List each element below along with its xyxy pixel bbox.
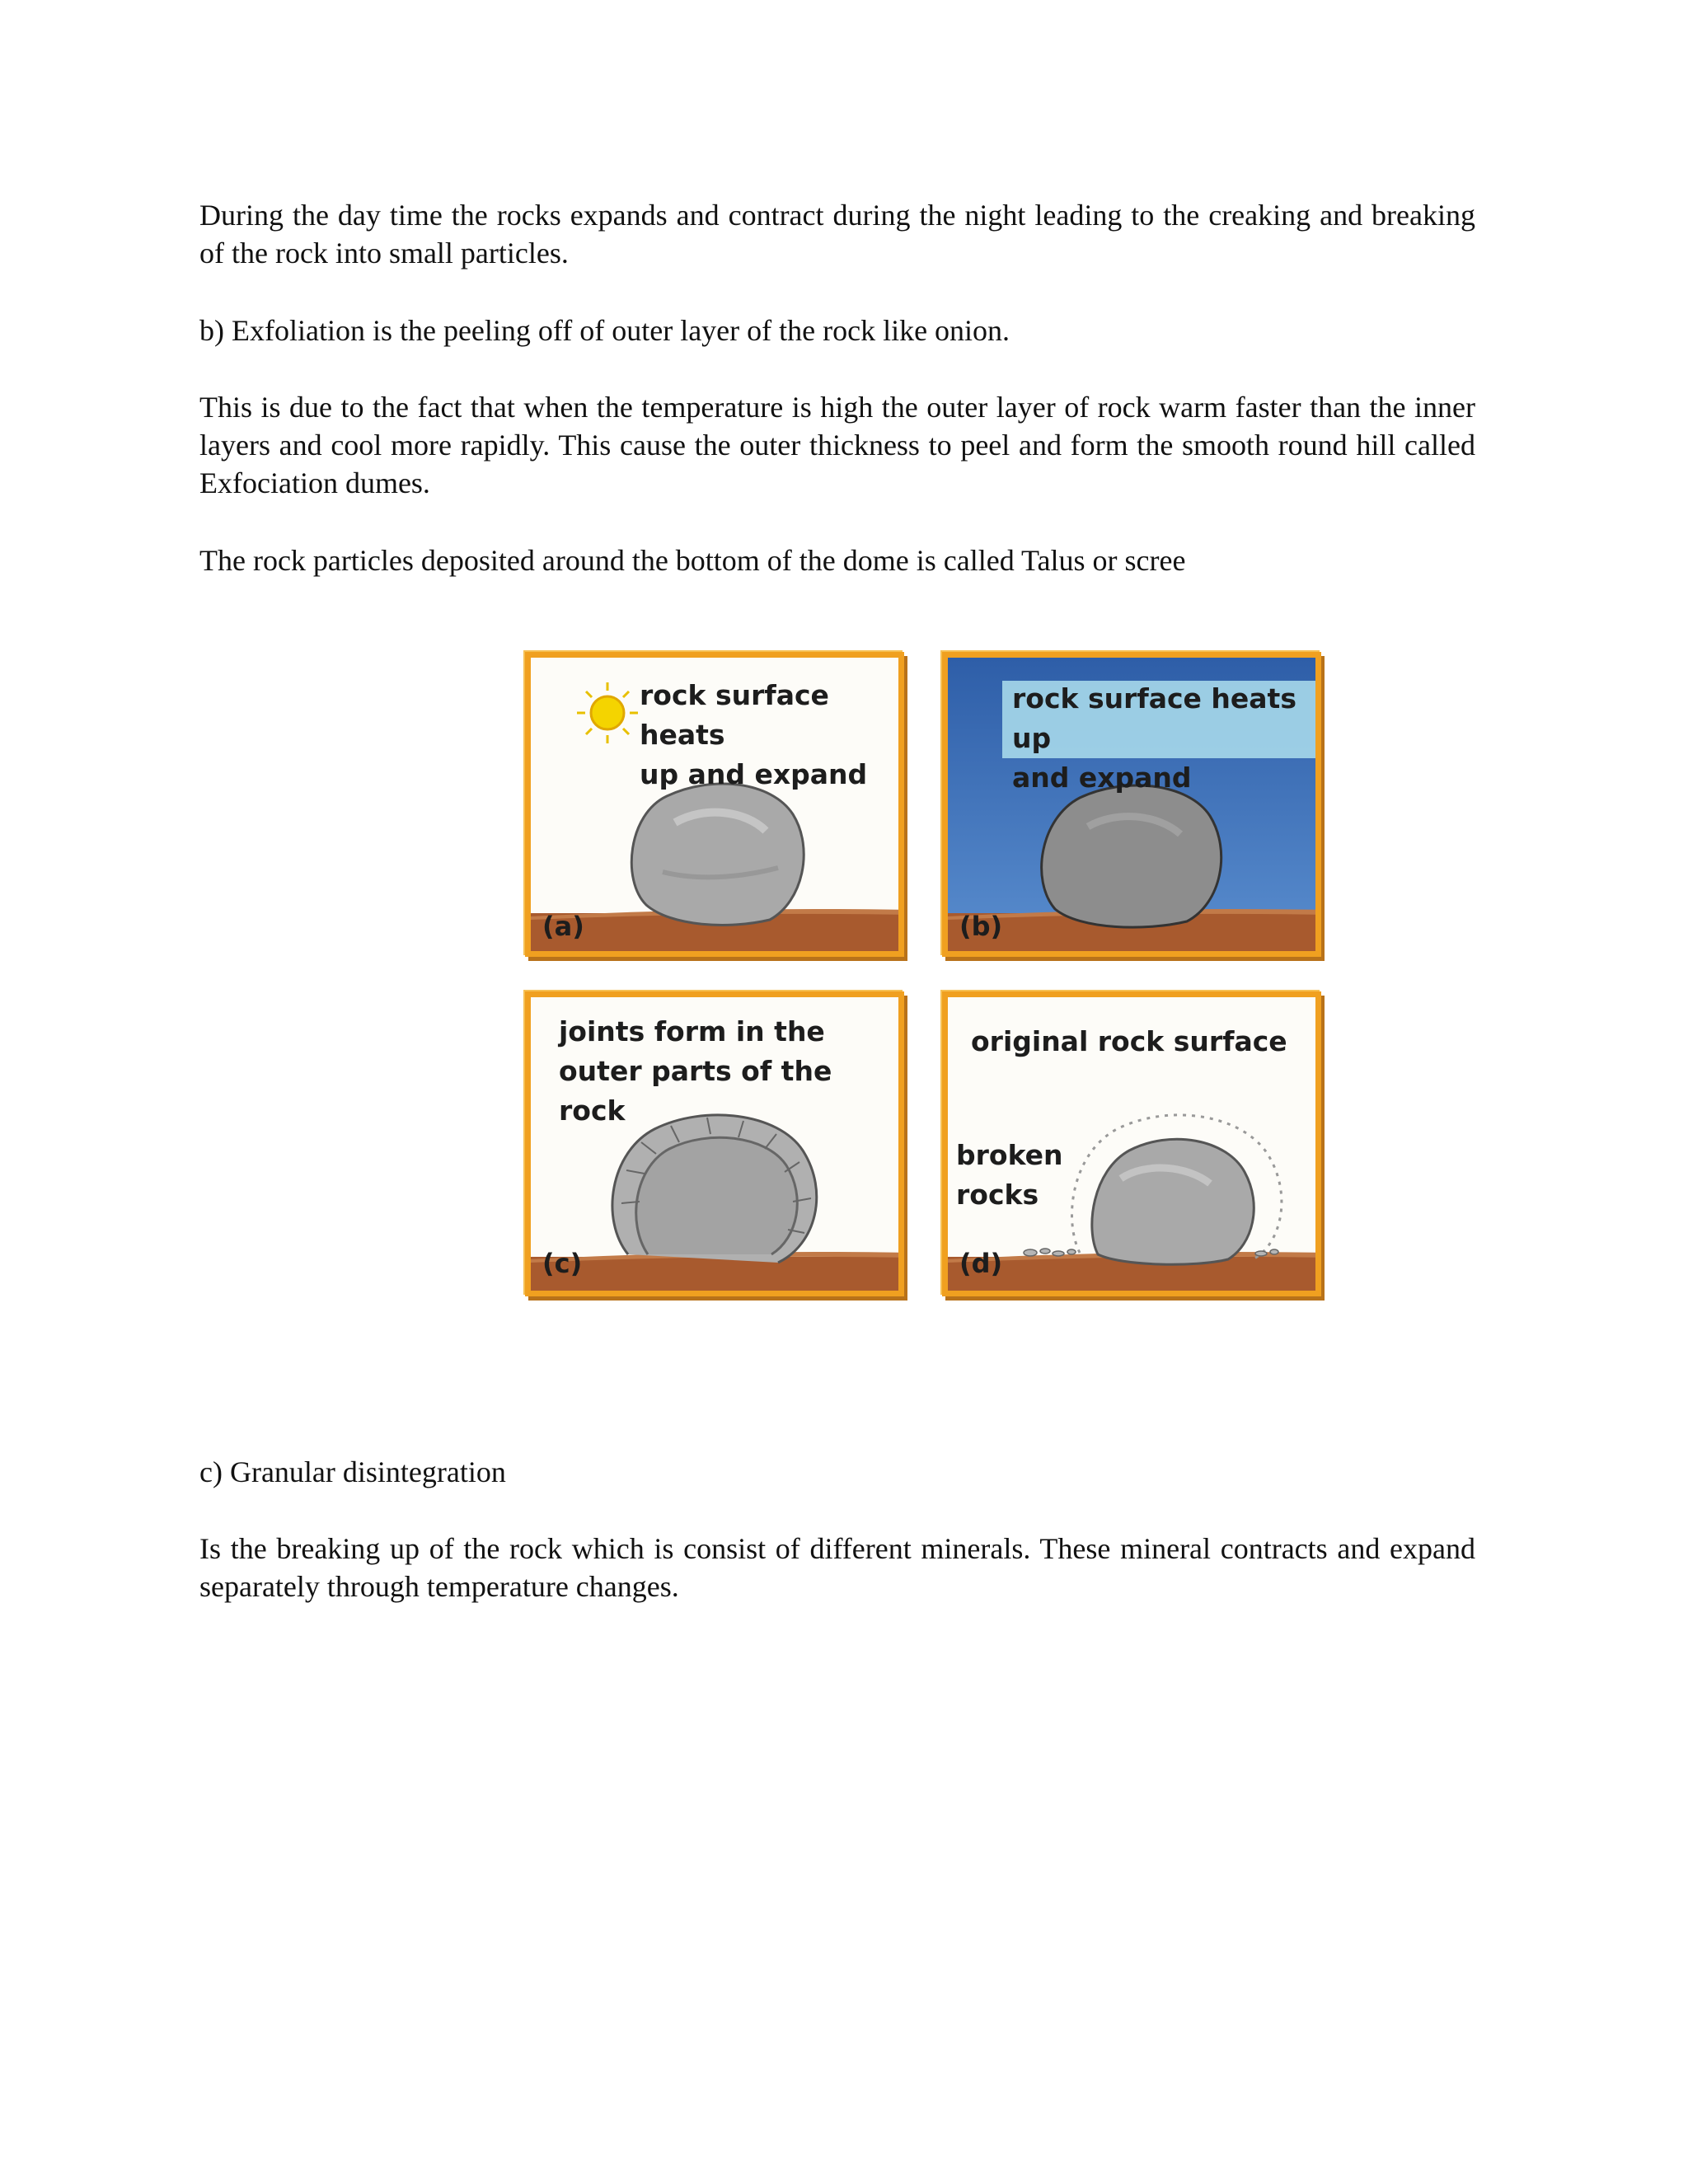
paragraph-diurnal-expansion — [199, 196, 1475, 272]
paragraph-exfoliation-heading — [199, 312, 1475, 349]
paragraph-granular-explanation — [199, 1530, 1475, 1605]
panel-d-letter: (d) — [959, 1248, 1003, 1279]
panel-a-letter: (a) — [542, 911, 584, 942]
paragraph-text: During the day time the rocks expands and contract during the night leading to the creaking and breaking of the rock into small particles. — [199, 199, 1475, 269]
exfoliation-figure — [495, 622, 1352, 1319]
panel-d-caption: original rock surface — [971, 1025, 1287, 1057]
rock-illustration — [1042, 785, 1221, 927]
paragraph-text: c) Granular disintegration — [199, 1455, 506, 1488]
panel-c-caption: joints form in the outer parts of the rock — [559, 1015, 832, 1127]
panel-b-letter: (b) — [959, 911, 1003, 942]
paragraph-text: This is due to the fact that when the temperature is high the outer layer of rock warm faster than the inner layers and cool more rapidly. This cause the outer thickness to peel and form the smooth round hill called Exfociation dumes. — [199, 391, 1475, 499]
panel-d-broken-rocks-label: broken rocks — [956, 1139, 1063, 1211]
panel-a-caption: rock surface heats up and expand — [640, 679, 868, 790]
paragraph-granular-heading — [199, 1453, 1475, 1491]
panel-b-caption: rock surface heats up and expand — [1012, 682, 1296, 794]
panel-d — [942, 991, 1321, 1296]
panel-c-letter: (c) — [542, 1248, 583, 1279]
paragraph-exfoliation-explanation — [199, 388, 1475, 502]
jointed-rock-illustration — [612, 1115, 817, 1263]
paragraph-talus — [199, 541, 1475, 579]
rock-illustration — [631, 784, 804, 925]
paragraph-text: The rock particles deposited around the bottom of the dome is called Talus or scree — [199, 544, 1186, 577]
panel-a — [525, 652, 904, 957]
paragraph-text: Is the breaking up of the rock which is consist of different minerals. These mineral contracts and expand separately through temperature changes. — [199, 1532, 1475, 1603]
panel-c — [525, 991, 904, 1296]
panel-b — [942, 652, 1321, 957]
sun-icon — [577, 682, 638, 743]
paragraph-text: b) Exfoliation is the peeling off of outer layer of the rock like onion. — [199, 314, 1010, 347]
weathered-rock-illustration — [1092, 1139, 1254, 1264]
